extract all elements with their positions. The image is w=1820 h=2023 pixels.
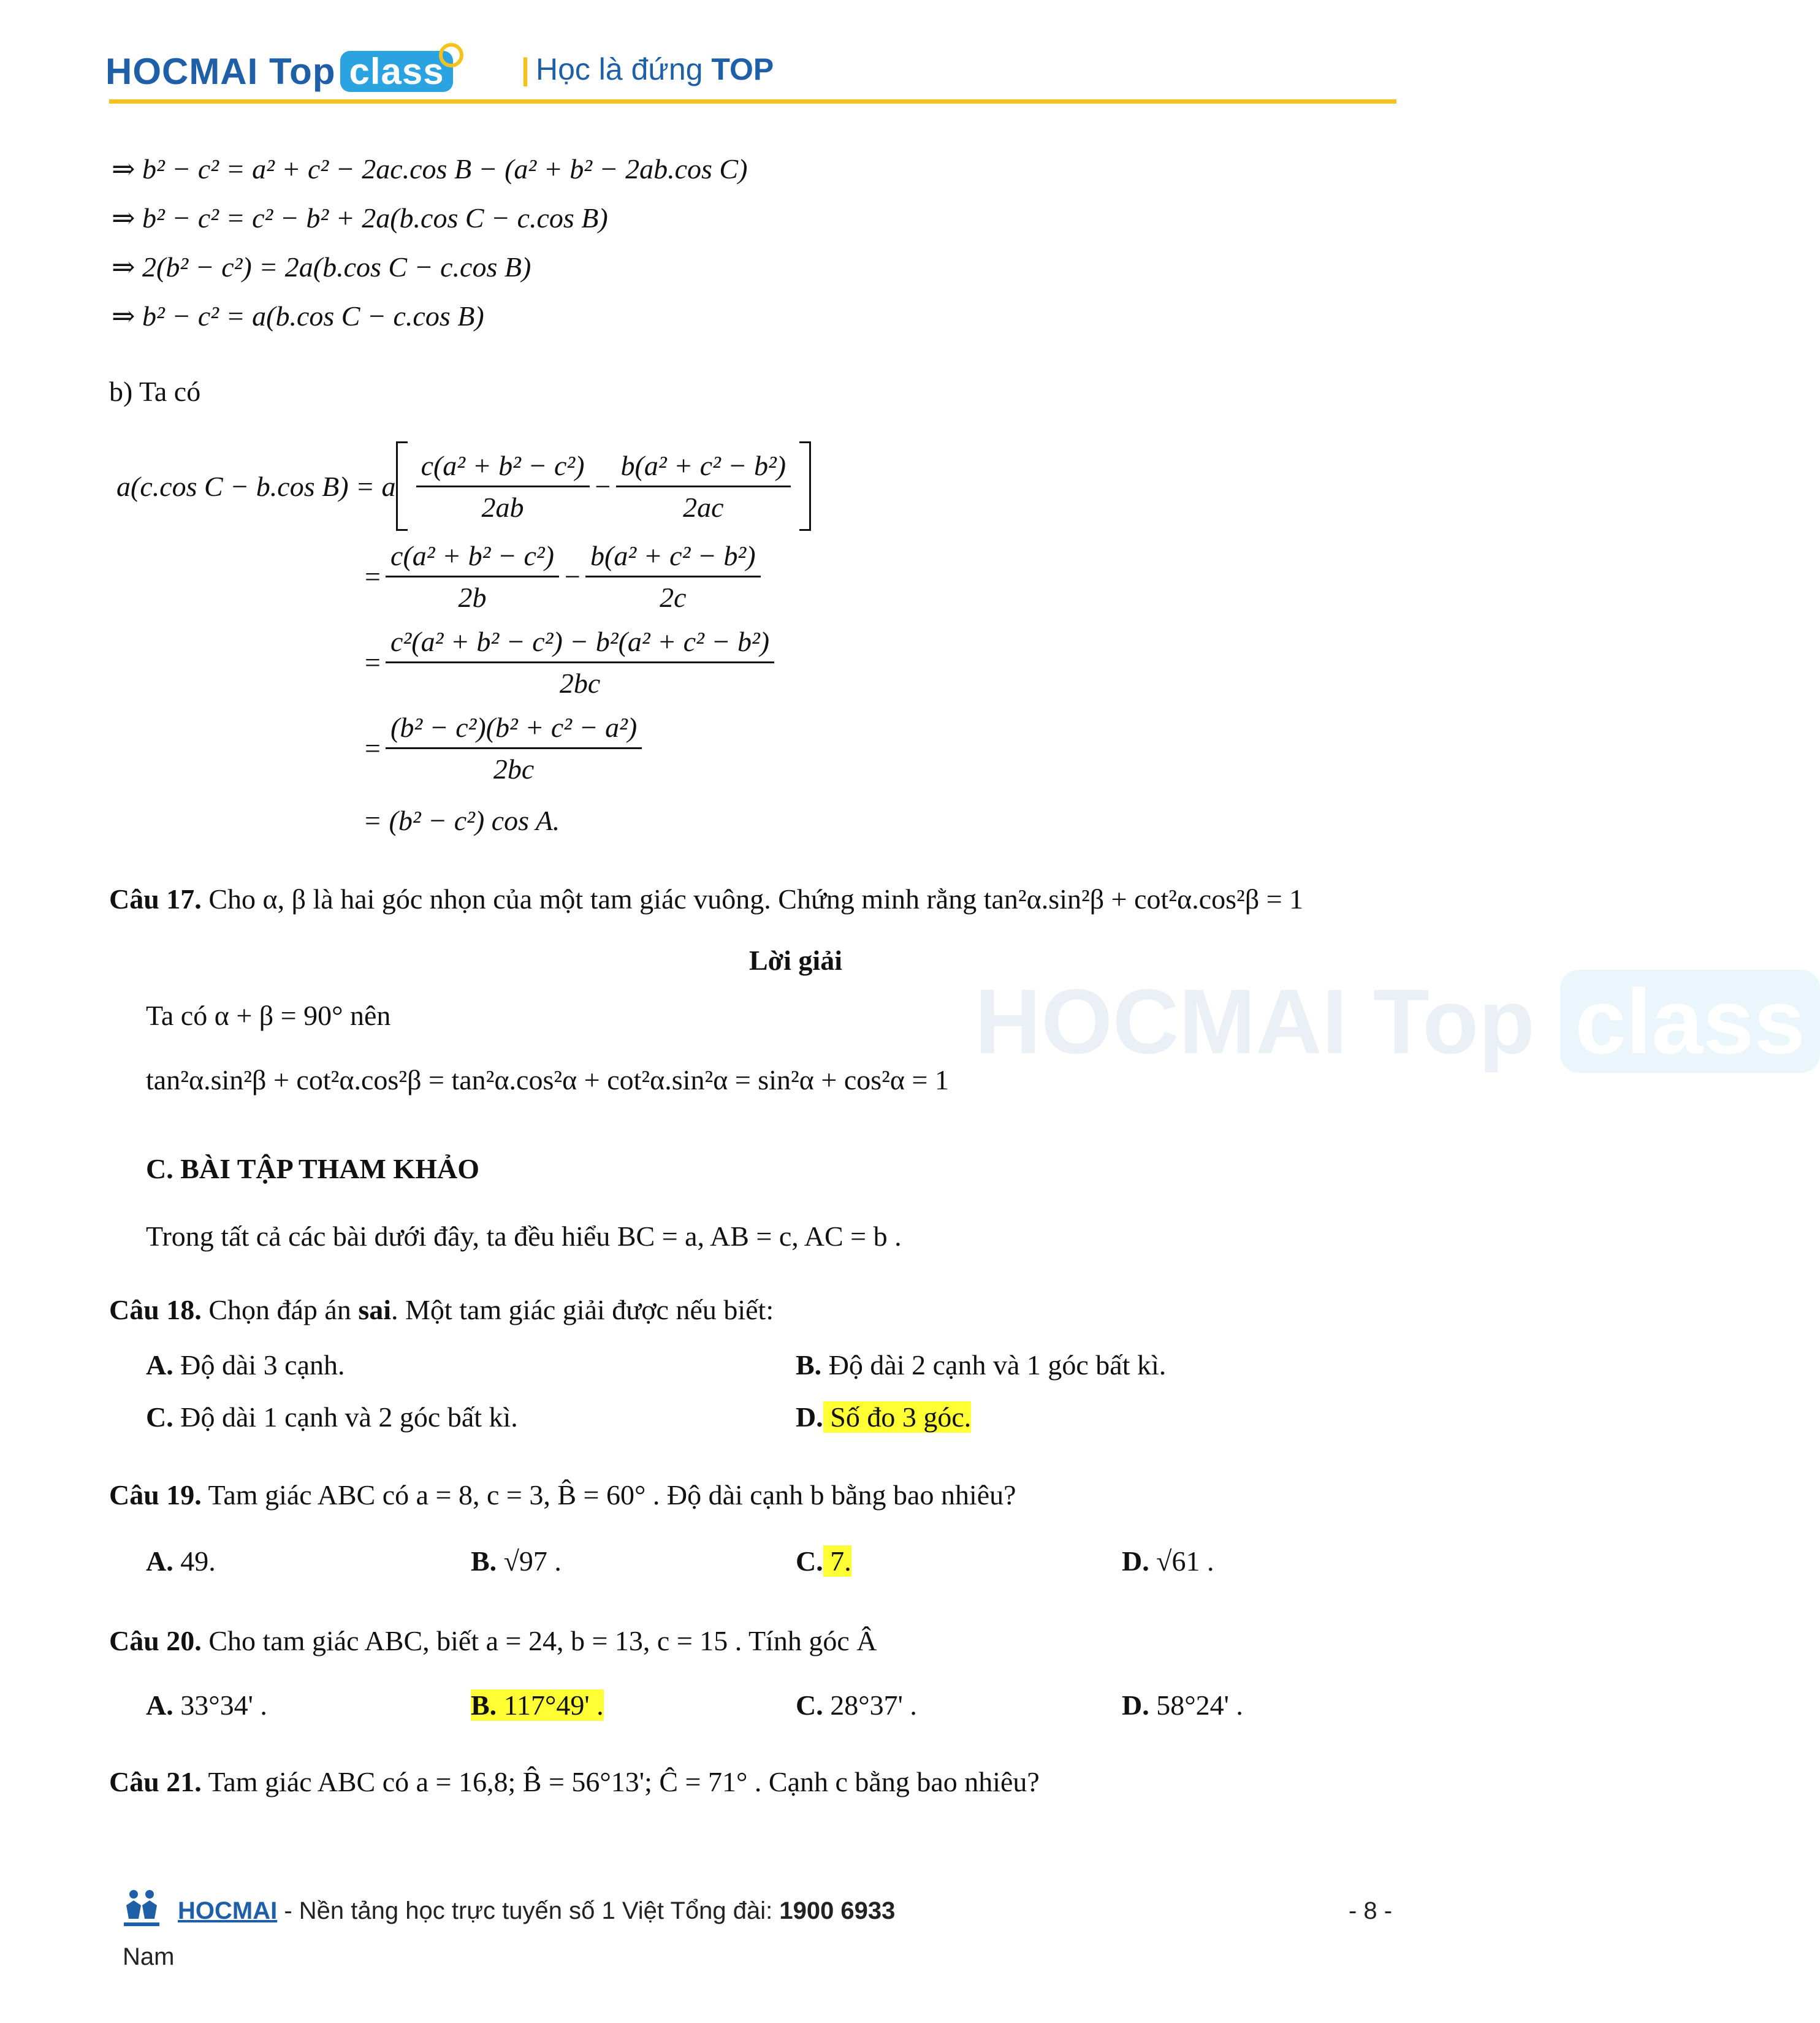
option-key: B.: [796, 1349, 822, 1381]
option-a[interactable]: [146, 1689, 267, 1721]
option-d-correct[interactable]: [796, 1401, 971, 1433]
footer-hotline: 1900 6933: [779, 1897, 896, 1924]
question-text: Cho α, β là hai góc nhọn của một tam giác vuông. Chứng minh rằng tan²α.sin²β + cot²α.cos²β = 1: [201, 883, 1304, 915]
part-b-lhs: a(c.cos C − b.cos B) = a: [116, 470, 396, 502]
footer-brand-link[interactable]: HOCMAI: [178, 1897, 278, 1924]
question-label: Câu 20.: [109, 1625, 202, 1656]
logo-text: HOCMAI Top: [105, 51, 336, 92]
numerator: b(a² + c² − b²): [616, 449, 791, 487]
option-key: A.: [146, 1690, 173, 1721]
option-text: 117°49' .: [497, 1690, 604, 1721]
option-a[interactable]: [146, 1349, 345, 1381]
option-text: Độ dài 3 cạnh.: [173, 1349, 345, 1381]
slogan-emphasis: TOP: [711, 52, 774, 86]
numerator: c(a² + b² − c²): [416, 449, 590, 487]
fraction: [585, 539, 761, 614]
watermark-text: HOCMAI Top: [975, 970, 1535, 1073]
option-key: D.: [796, 1401, 823, 1433]
solution-line-2: tan²α.sin²β + cot²α.cos²β = tan²α.cos²α + cot²α.sin²α = sin²α + cos²α = 1: [146, 1064, 949, 1095]
header-slogan: | Học là đứng TOP: [521, 52, 774, 86]
option-a[interactable]: [146, 1545, 216, 1577]
option-b-correct[interactable]: [471, 1689, 604, 1721]
question-label: Câu 21.: [109, 1766, 202, 1797]
fraction: [616, 449, 791, 524]
fraction: [386, 711, 642, 785]
option-key: A.: [146, 1545, 173, 1577]
option-text: 28°37' .: [823, 1690, 917, 1721]
part-b-step-5: = (b² − c²) cos A.: [363, 805, 560, 836]
sun-icon: [439, 43, 463, 67]
option-d[interactable]: [1122, 1545, 1214, 1577]
numerator: (b² − c²)(b² + c² − a²): [386, 711, 642, 749]
option-key: C.: [146, 1401, 173, 1433]
header-divider: [109, 99, 1396, 104]
footer-hotline-label: Tổng đài:: [670, 1897, 780, 1924]
option-text: Độ dài 1 cạnh và 2 góc bất kì.: [173, 1401, 518, 1433]
denominator: 2ab: [481, 491, 524, 523]
option-text: 58°24' .: [1149, 1690, 1243, 1721]
option-c[interactable]: [796, 1689, 917, 1721]
numerator: c²(a² + b² − c²) − b²(a² + c² − b²): [386, 625, 774, 663]
solution-line-1: Ta có α + β = 90° nên: [146, 1000, 391, 1031]
equals-sign: =: [363, 647, 383, 678]
option-b[interactable]: [796, 1349, 1166, 1381]
page-number: - 8 -: [1349, 1897, 1393, 1924]
question-label: Câu 19.: [109, 1479, 202, 1511]
denominator: 2c: [660, 582, 687, 613]
part-b-step-4: [363, 711, 645, 785]
question-text: Tam giác ABC có a = 16,8; B̂ = 56°13'; Ĉ = 71° . Cạnh c bằng bao nhiêu?: [201, 1766, 1040, 1797]
option-d[interactable]: [1122, 1689, 1243, 1721]
derivation-line-2: ⇒ b² − c² = c² − b² + 2a(b.cos C − c.cos B): [112, 202, 608, 234]
footer-info: [178, 1897, 895, 1925]
numerator: c(a² + b² − c²): [386, 539, 559, 577]
question-19: [109, 1479, 1016, 1511]
option-key: B.: [471, 1690, 497, 1721]
option-key: D.: [1122, 1690, 1149, 1721]
section-title: C. BÀI TẬP THAM KHẢO: [146, 1153, 479, 1184]
brand-logo: [105, 50, 453, 93]
option-b[interactable]: [471, 1545, 562, 1577]
question-emphasis: sai: [358, 1294, 392, 1325]
fraction: [416, 449, 590, 524]
watermark: [975, 969, 1820, 1075]
option-text: √61 .: [1149, 1545, 1214, 1577]
option-text: 49.: [173, 1545, 216, 1577]
question-text: Cho tam giác ABC, biết a = 24, b = 13, c = 15 . Tính góc Â: [201, 1625, 877, 1656]
option-key: A.: [146, 1349, 173, 1381]
logo-class-badge: class: [340, 51, 452, 92]
option-key: C.: [796, 1690, 823, 1721]
numerator: b(a² + c² − b²): [585, 539, 761, 577]
option-key: D.: [1122, 1545, 1149, 1577]
option-highlight: [471, 1690, 604, 1721]
part-b-step-1: [116, 441, 811, 531]
part-b-label: b) Ta có: [109, 376, 201, 407]
slogan-text: Học là đứng: [536, 52, 712, 86]
part-b-step-3: [363, 625, 778, 699]
question-17: [109, 883, 1303, 915]
equals-sign: =: [363, 733, 383, 764]
part-b-step-2: [363, 539, 764, 614]
option-text: Độ dài 2 cạnh và 1 góc bất kì.: [821, 1349, 1167, 1381]
option-c-correct[interactable]: [796, 1545, 851, 1577]
question-20: [109, 1625, 877, 1657]
denominator: 2bc: [493, 753, 535, 785]
left-bracket: [396, 441, 408, 531]
question-18: [109, 1293, 774, 1326]
solution-title: Lời giải: [749, 945, 842, 976]
option-key: B.: [471, 1545, 497, 1577]
derivation-line-4: ⇒ b² − c² = a(b.cos C − c.cos B): [112, 300, 484, 332]
option-text-highlighted: Số đo 3 góc.: [823, 1401, 972, 1433]
denominator: 2bc: [559, 668, 601, 699]
option-text-highlighted: 7.: [823, 1545, 851, 1577]
denominator: 2b: [458, 582, 487, 613]
denominator: 2ac: [683, 491, 724, 523]
right-bracket: [799, 441, 811, 531]
question-text: Chọn đáp án: [201, 1294, 359, 1325]
fraction: [386, 625, 774, 699]
option-key: C.: [796, 1545, 823, 1577]
minus-sign: −: [562, 561, 582, 592]
question-21: [109, 1766, 1040, 1798]
minus-sign: −: [593, 470, 612, 502]
footer-line-2: Nam: [123, 1943, 175, 1970]
equals-sign: =: [363, 561, 383, 592]
footer-tagline: - Nền tảng học trực tuyến số 1 Việt: [277, 1897, 664, 1924]
option-c[interactable]: [146, 1401, 518, 1433]
question-text: . Một tam giác giải được nếu biết:: [391, 1294, 774, 1325]
option-text: 33°34' .: [173, 1690, 267, 1721]
option-text: √97 .: [497, 1545, 562, 1577]
section-intro: Trong tất cả các bài dưới đây, ta đều hiểu BC = a, AB = c, AC = b .: [146, 1221, 902, 1252]
question-label: Câu 18.: [109, 1294, 202, 1325]
question-label: Câu 17.: [109, 883, 202, 915]
derivation-line-3: ⇒ 2(b² − c²) = 2a(b.cos C − c.cos B): [112, 251, 531, 283]
fraction: [386, 539, 559, 614]
watermark-class: class: [1560, 970, 1819, 1073]
question-text: Tam giác ABC có a = 8, c = 3, B̂ = 60° . Độ dài cạnh b bằng bao nhiêu?: [201, 1479, 1016, 1511]
derivation-line-1: ⇒ b² − c² = a² + c² − 2ac.cos B − (a² + b² − 2ab.cos C): [112, 153, 748, 185]
hocmai-people-icon: [120, 1887, 163, 1930]
